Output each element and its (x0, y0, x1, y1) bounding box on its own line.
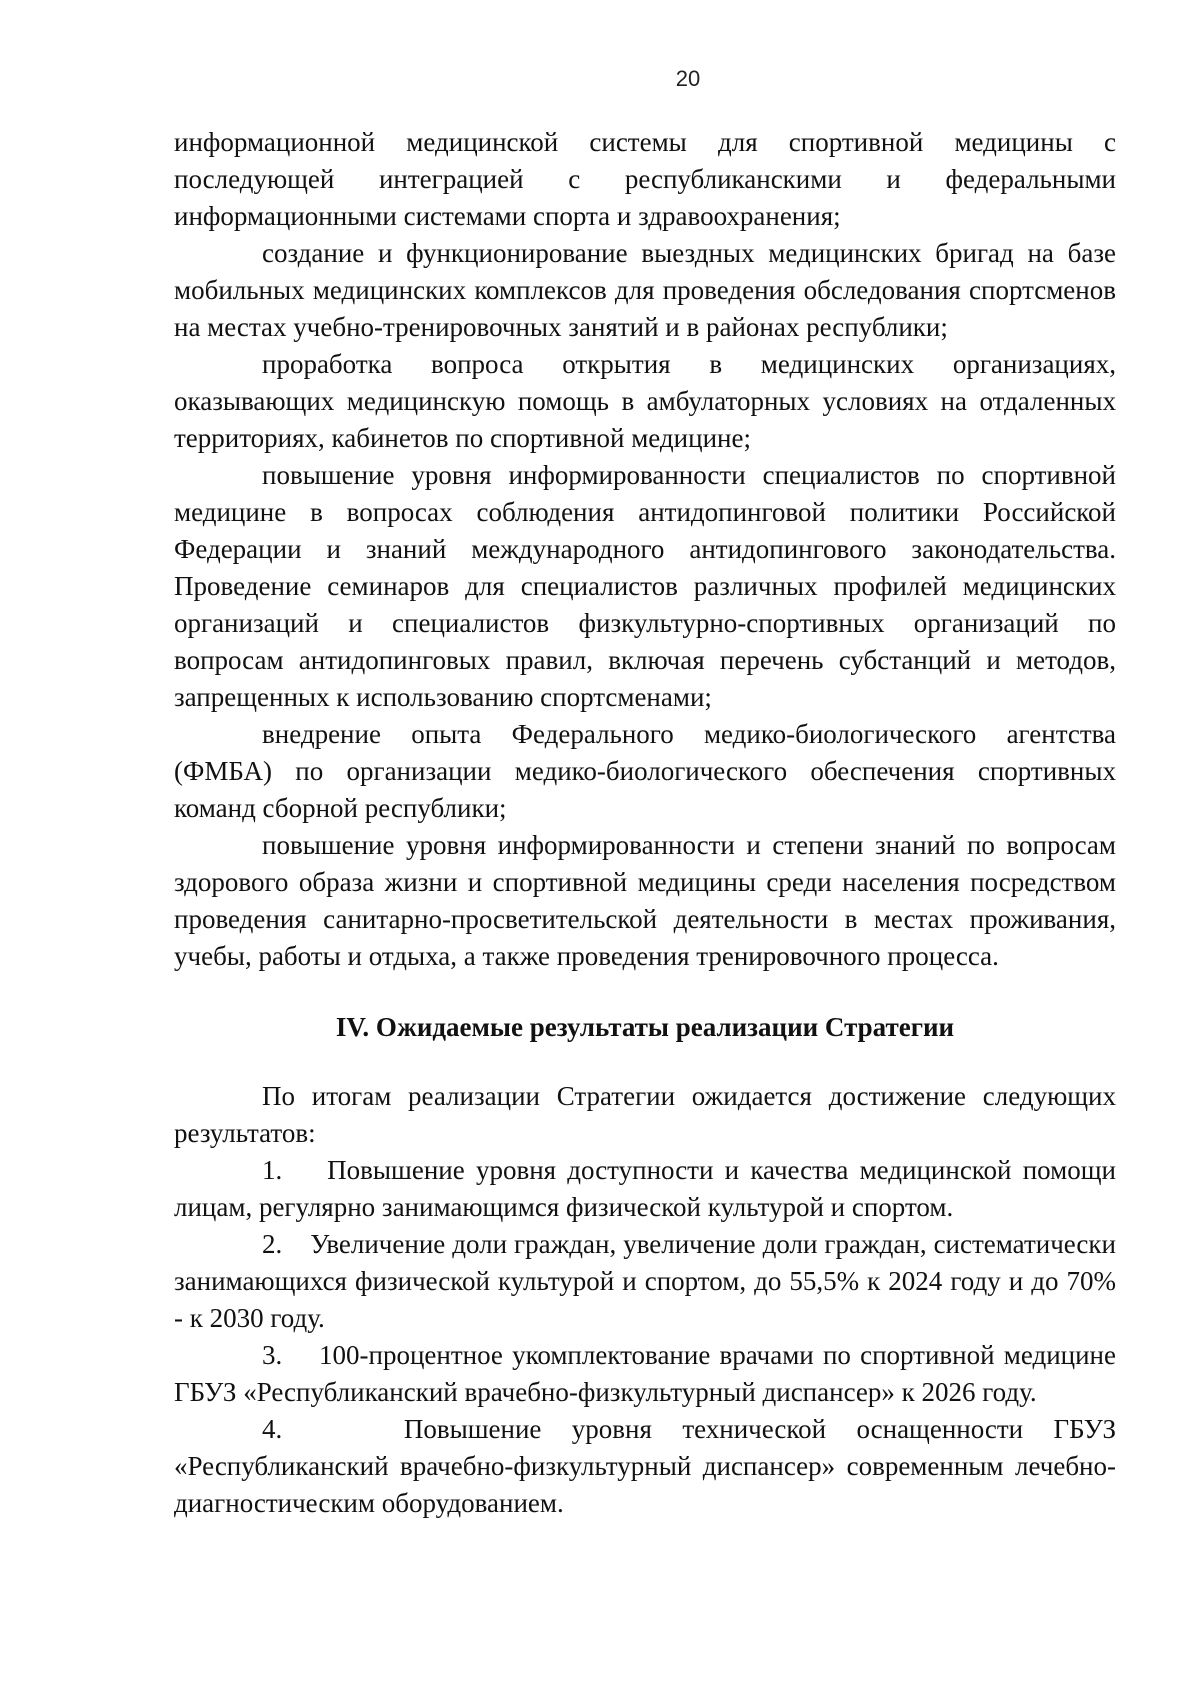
paragraph-fmba-experience: внедрение опыта Федерального медико-биологического агентства (ФМБА) по организации медико-биологического обеспечения спортивных команд сборной республики; (174, 719, 1116, 823)
paragraph-mobile-brigades: создание и функционирование выездных медицинских бригад на базе мобильных медицинских комплексов для проведения обследования спортсменов на местах учебно-тренировочных занятий и в районах республики; (174, 238, 1116, 342)
result-item-2: 2. Увеличение доли граждан, увеличение доли граждан, систематически занимающихся физической культурой и спортом, до 55,5% к 2024 году и до 70% - к 2030 году. (174, 1229, 1116, 1333)
section-heading: IV. Ожидаемые результаты реализации Стратегии (335, 1012, 955, 1042)
paragraph-antidoping-awareness: повышение уровня информированности специалистов по спортивной медицине в вопросах соблюдения антидопинговой политики Российской Федерации и знаний международного антидопингового законодательства. Проведение семинаров для специалистов различных профилей медицинских организаций и специалистов физкультурно-спортивных организаций по вопросам антидопинговых правил, включая перечень субстанций и методов, запрещенных к использованию спортсменами; (174, 460, 1116, 712)
paragraph-continuation: информационной медицинской системы для спортивной медицины с последующей интеграцией с республиканскими и федеральными информационными системами спорта и здравоохранения; (174, 127, 1116, 231)
results-intro: По итогам реализации Стратегии ожидается достижение следующих результатов: (174, 1081, 1116, 1148)
result-item-4: 4. Повышение уровня технической оснащенности ГБУЗ «Республиканский врачебно-физкультурный диспансер» современным лечебно-диагностическим оборудованием. (174, 1414, 1116, 1518)
page-number: 20 (675, 66, 701, 91)
document-body (174, 124, 1116, 1522)
paragraph-sports-medicine-offices: проработка вопроса открытия в медицинских организациях, оказывающих медицинскую помощь в амбулаторных условиях на отдаленных территориях, кабинетов по спортивной медицине; (174, 349, 1116, 453)
result-item-3: 3. 100-процентное укомплектование врачами по спортивной медицине ГБУЗ «Республиканский врачебно-физкультурный диспансер» к 2026 году. (174, 1340, 1116, 1407)
paragraph-healthy-lifestyle: повышение уровня информированности и степени знаний по вопросам здорового образа жизни и спортивной медицины среди населения посредством проведения санитарно-просветительской деятельности в местах проживания, учебы, работы и отдыха, а также проведения тренировочного процесса. (174, 830, 1116, 971)
result-item-1: 1. Повышение уровня доступности и качества медицинской помощи лицам, регулярно занимающимся физической культурой и спортом. (174, 1155, 1116, 1222)
